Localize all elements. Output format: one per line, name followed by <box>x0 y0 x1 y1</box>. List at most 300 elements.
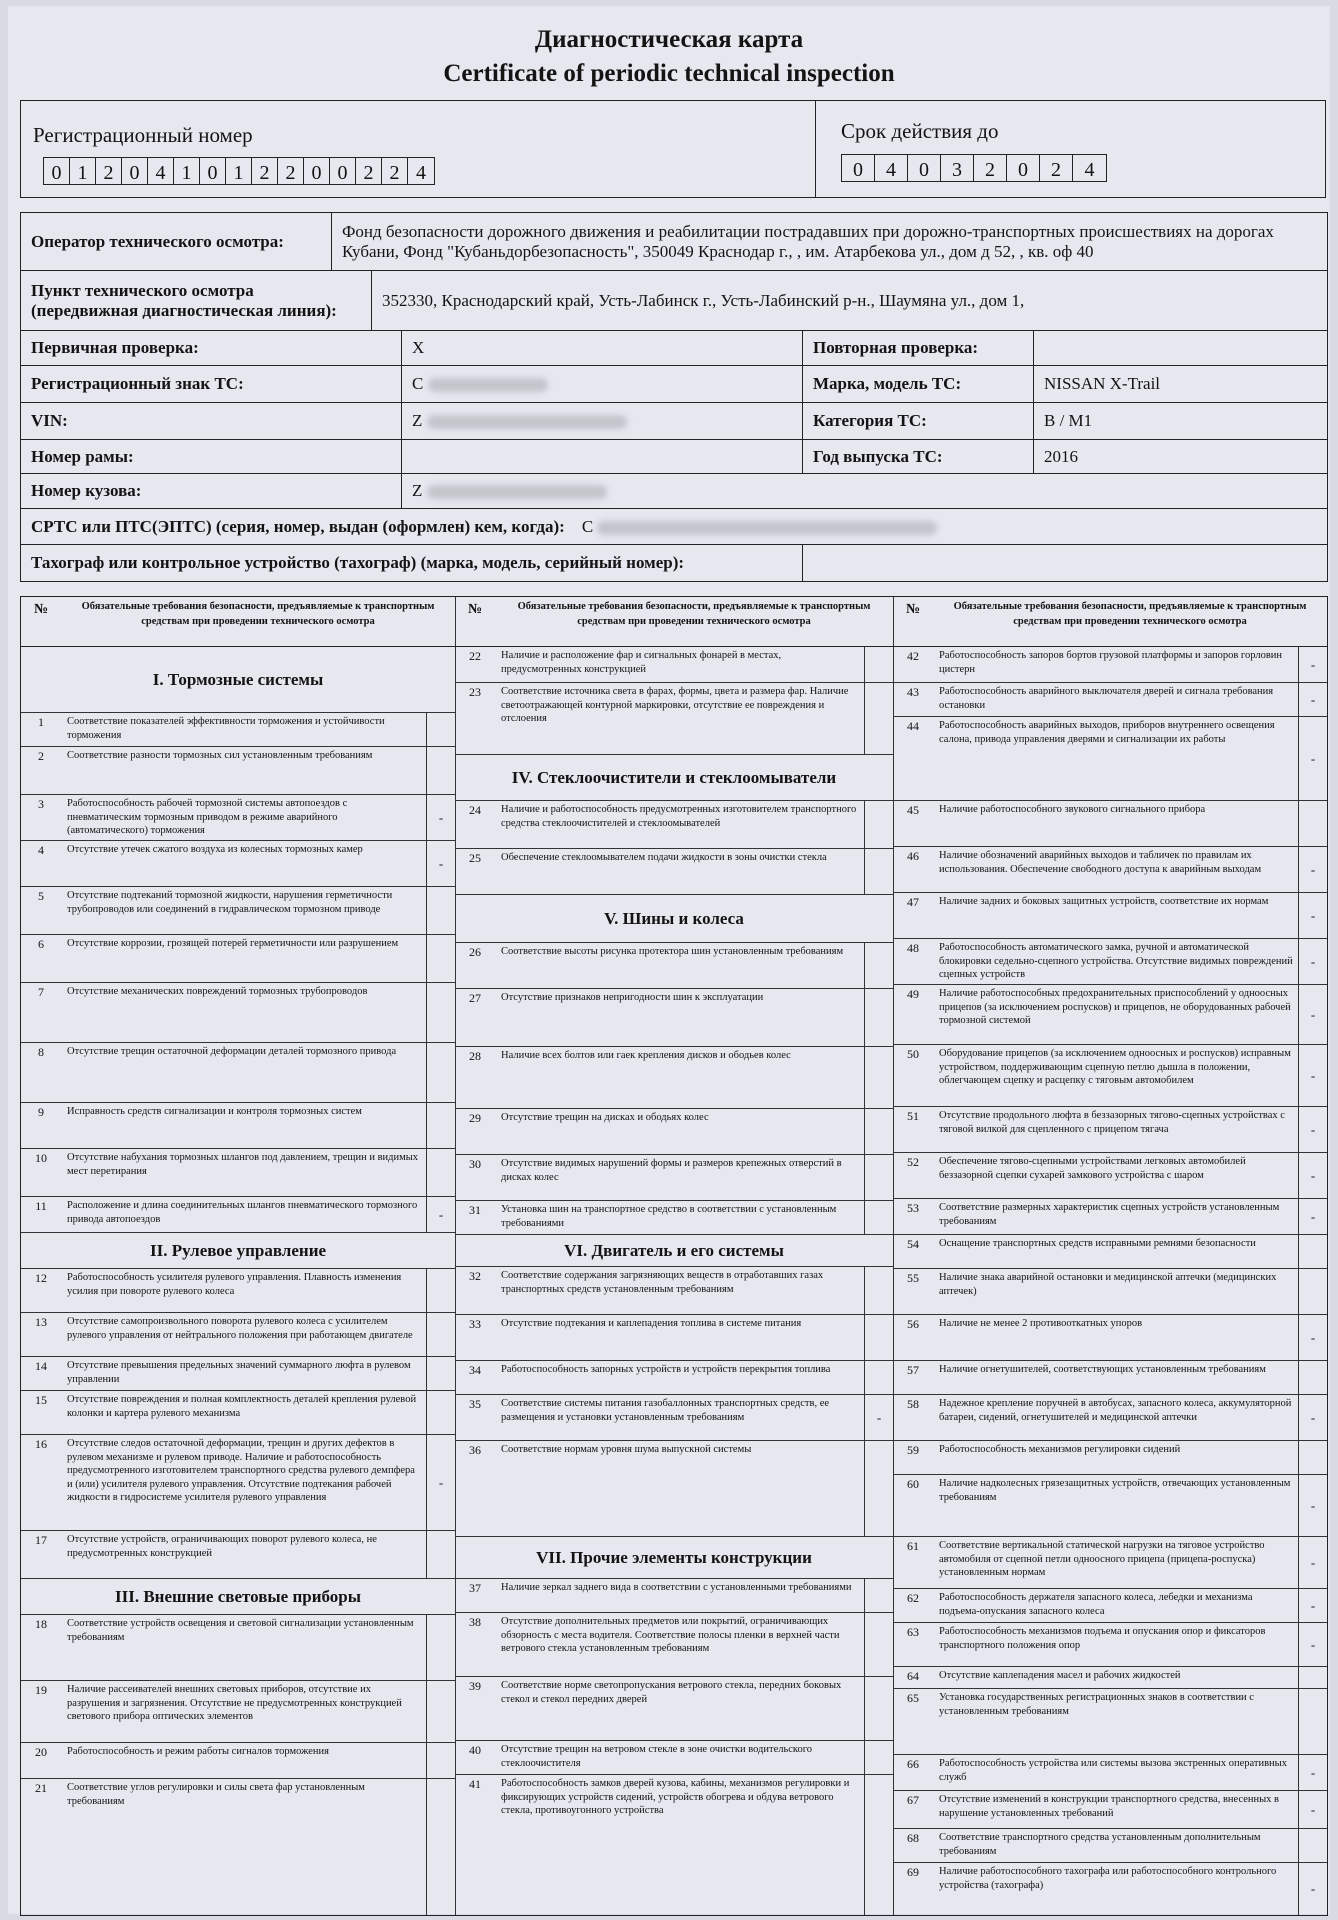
requirement-row <box>893 939 1327 985</box>
category-label: Категория ТС: <box>803 403 1034 440</box>
requirement-row <box>21 935 455 983</box>
item-number: 34 <box>469 1363 481 1377</box>
item-mark <box>864 1155 893 1200</box>
item-mark <box>1298 1269 1327 1314</box>
exp-digit: 2 <box>974 155 1007 181</box>
requirement-row <box>21 1435 455 1531</box>
column-header <box>21 597 455 647</box>
item-text: Соответствие размерных характеристик сцепных устройств установленным требованиям <box>939 1202 1280 1227</box>
requirement-row <box>455 1047 893 1109</box>
item-mark: - <box>1298 1623 1327 1666</box>
item-number: 41 <box>469 1777 481 1791</box>
requirement-row <box>893 717 1327 801</box>
item-text: Наличие и расположение фар и сигнальных фонарей в местах, предусмотренных конструкцией <box>501 650 782 675</box>
item-mark <box>864 801 893 848</box>
item-text: Отсутствие видимых нарушений формы и размеров крепежных отверстий в дисках колес <box>501 1158 842 1183</box>
repeat-check-value <box>1034 331 1328 366</box>
reg-digit: 2 <box>252 158 278 184</box>
item-mark <box>426 887 455 934</box>
requirement-row <box>455 943 893 989</box>
item-number: 52 <box>907 1155 919 1169</box>
item-text: Установка шин на транспортное средство в соответствии с установленным требованиями <box>501 1204 837 1229</box>
item-number: 60 <box>907 1477 919 1491</box>
operator-label: Оператор технического осмотра: <box>21 213 332 271</box>
item-mark: - <box>864 1395 893 1440</box>
item-number: 51 <box>907 1109 919 1123</box>
item-number: 20 <box>35 1745 47 1759</box>
header-req: Обязательные требования безопасности, предъявляемые к транспортным средствам при проведении технического осмотра <box>81 601 435 627</box>
item-number: 64 <box>907 1669 919 1683</box>
item-number: 5 <box>38 889 44 903</box>
item-mark: - <box>1298 1153 1327 1198</box>
requirement-row <box>893 1689 1327 1755</box>
item-number: 35 <box>469 1397 481 1411</box>
item-number: 49 <box>907 987 919 1001</box>
requirement-row <box>21 1269 455 1313</box>
requirement-row <box>455 1579 893 1613</box>
year-value: 2016 <box>1034 440 1328 474</box>
item-number: 69 <box>907 1865 919 1879</box>
item-number: 11 <box>35 1199 47 1213</box>
item-text: Отсутствие утечек сжатого воздуха из колесных тормозных камер <box>67 844 363 855</box>
item-mark: - <box>1298 1863 1327 1915</box>
item-text: Наличие не менее 2 противооткатных упоров <box>939 1318 1143 1329</box>
item-number: 37 <box>469 1581 481 1595</box>
item-mark <box>864 943 893 988</box>
item-text: Соответствие углов регулировки и силы света фар установленным требованиям <box>67 1782 365 1807</box>
requirement-row <box>21 1531 455 1579</box>
primary-check-value: X <box>402 331 803 366</box>
requirement-row <box>893 1791 1327 1829</box>
operator-value: Фонд безопасности дорожного движения и реабилитации пострадавших при дорожно-транспортных происшествиях на дорогах Кубани, Фонд "Кубаньдорбезопасность", 350049 Краснодар г., , им. Атарбекова ул., дом д 52, , кв. оф 40 <box>332 213 1328 271</box>
item-mark: - <box>1298 1475 1327 1536</box>
item-text: Исправность средств сигнализации и контроля тормозных систем <box>67 1106 362 1117</box>
item-mark <box>864 1441 893 1536</box>
item-mark <box>1298 801 1327 846</box>
item-mark: - <box>1298 1107 1327 1152</box>
item-mark <box>864 989 893 1046</box>
exp-digit: 4 <box>875 155 908 181</box>
requirement-row <box>893 1395 1327 1441</box>
requirement-row <box>455 647 893 683</box>
srts-value: С <box>581 516 594 536</box>
item-number: 54 <box>907 1237 919 1251</box>
item-mark <box>864 647 893 682</box>
requirement-row <box>21 1043 455 1103</box>
point-value: 352330, Краснодарский край, Усть-Лабинск г., Усть-Лабинский р-н., Шаумяна ул., дом 1, <box>372 271 1328 331</box>
requirement-row <box>893 1755 1327 1791</box>
item-text: Оборудование прицепов (за исключением одноосных и роспусков) исправным устройством, поддерживающим сцепную петлю дышла в положении, облегчающем сцепку и расцепку с тяговым автомобилем <box>939 1048 1291 1086</box>
item-number: 46 <box>907 849 919 863</box>
item-text: Работоспособность запоров бортов грузовой платформы и запоров горловин цистерн <box>939 650 1283 675</box>
column-header <box>893 597 1327 647</box>
item-number: 32 <box>469 1269 481 1283</box>
item-text: Отсутствие продольного люфта в беззазорных тягово-сцепных устройствах с тяговой вилкой для сцепленного с прицепом тягача <box>939 1110 1285 1135</box>
item-text: Наличие зеркал заднего вида в соответствии с установленными требованиями <box>501 1582 852 1593</box>
item-number: 29 <box>469 1111 481 1125</box>
tacho-label: Тахограф или контрольное устройство (тахограф) (марка, модель, серийный номер): <box>21 545 803 582</box>
section-title: I. Тормозные системы <box>21 647 455 713</box>
item-text: Наличие знака аварийной остановки и медицинской аптечки (медицинских аптечек) <box>939 1272 1277 1297</box>
item-mark <box>864 1315 893 1360</box>
requirement-row <box>21 1357 455 1391</box>
plate-label: Регистрационный знак ТС: <box>21 366 402 403</box>
section-title: VI. Двигатель и его системы <box>455 1235 893 1267</box>
item-mark: - <box>1298 683 1327 716</box>
item-number: 47 <box>907 895 919 909</box>
item-text: Работоспособность и режим работы сигналов торможения <box>67 1746 329 1757</box>
item-mark <box>864 1579 893 1612</box>
item-number: 31 <box>469 1203 481 1217</box>
item-number: 30 <box>469 1157 481 1171</box>
exp-digit: 0 <box>1007 155 1040 181</box>
item-text: Соответствие системы питания газобаллонных транспортных средств, ее размещения и установки установленным требованиям <box>501 1398 830 1423</box>
item-text: Отсутствие каплепадения масел и рабочих жидкостей <box>939 1670 1181 1681</box>
item-mark <box>864 1613 893 1676</box>
requirement-row <box>893 801 1327 847</box>
requirement-row <box>455 1361 893 1395</box>
section-title: V. Шины и колеса <box>455 895 893 943</box>
item-text: Отсутствие механических повреждений тормозных трубопроводов <box>67 986 368 997</box>
item-mark <box>426 935 455 982</box>
requirement-row <box>455 1155 893 1201</box>
requirement-row <box>893 985 1327 1045</box>
item-text: Соответствие нормам уровня шума выпускной системы <box>501 1444 752 1455</box>
item-number: 62 <box>907 1591 919 1605</box>
item-text: Соответствие устройств освещения и световой сигнализации установленным требованиям <box>67 1618 414 1643</box>
item-text: Работоспособность держателя запасного колеса, лебедки и механизма подъема-опускания запасного колеса <box>939 1592 1253 1617</box>
requirement-row <box>21 1779 455 1915</box>
requirement-row <box>893 1829 1327 1863</box>
item-number: 67 <box>907 1793 919 1807</box>
reg-digit: 2 <box>382 158 408 184</box>
expiry-label: Срок действия до <box>841 119 999 143</box>
item-mark: - <box>1298 1045 1327 1106</box>
header-num: № <box>33 602 49 617</box>
item-text: Надежное крепление поручней в автобусах, запасного колеса, аккумуляторной батареи, сидений, огнетушителей и медицинской аптечки <box>939 1398 1292 1423</box>
item-number: 23 <box>469 685 481 699</box>
reg-digit: 1 <box>226 158 252 184</box>
requirement-row <box>893 893 1327 939</box>
item-number: 63 <box>907 1625 919 1639</box>
requirement-row <box>893 647 1327 683</box>
item-number: 6 <box>38 937 44 951</box>
redacted-mark <box>427 415 627 429</box>
reg-digit: 1 <box>174 158 200 184</box>
requirement-row <box>21 1313 455 1357</box>
item-mark: - <box>1298 1537 1327 1588</box>
item-text: Соответствие вертикальной статической нагрузки на тяговое устройство автомобиля от сцепной петли одноосного прицепа (прицепа-роспуска) установленным нормам <box>939 1540 1265 1578</box>
make-value: NISSAN X-Trail <box>1034 366 1328 403</box>
item-mark <box>426 1357 455 1390</box>
item-mark <box>426 1531 455 1578</box>
section-title: III. Внешние световые приборы <box>21 1579 455 1615</box>
requirement-row <box>455 1201 893 1235</box>
redacted-mark <box>427 485 607 499</box>
item-number: 61 <box>907 1539 919 1553</box>
category-value: B / M1 <box>1034 403 1328 440</box>
item-text: Работоспособность механизмов подъема и опускания опор и фиксаторов транспортного положения опор <box>939 1626 1266 1651</box>
item-number: 18 <box>35 1617 47 1631</box>
item-mark <box>864 1109 893 1154</box>
item-number: 58 <box>907 1397 919 1411</box>
item-number: 66 <box>907 1757 919 1771</box>
frame-label: Номер рамы: <box>21 440 402 474</box>
item-number: 27 <box>469 991 481 1005</box>
item-number: 55 <box>907 1271 919 1285</box>
requirement-row <box>21 795 455 841</box>
header-num: № <box>905 602 921 617</box>
item-mark <box>864 849 893 894</box>
item-number: 10 <box>35 1151 47 1165</box>
item-mark: - <box>426 841 455 886</box>
item-number: 17 <box>35 1533 47 1547</box>
item-number: 14 <box>35 1359 47 1373</box>
registration-box <box>20 100 1326 198</box>
item-mark: - <box>1298 893 1327 938</box>
operator-table <box>20 212 1328 271</box>
item-mark: - <box>1298 1589 1327 1622</box>
item-mark <box>426 1313 455 1356</box>
requirement-row <box>893 1315 1327 1361</box>
reg-digit: 4 <box>148 158 174 184</box>
item-mark <box>426 713 455 746</box>
item-text: Наличие обозначений аварийных выходов и табличек по правилам их использования. Обеспечение свободного доступа к аварийным выходам <box>939 850 1262 875</box>
title-english: Certificate of periodic technical inspection <box>443 60 895 87</box>
body-label: Номер кузова: <box>21 474 402 509</box>
item-text: Работоспособность усилителя рулевого управления. Плавность изменения усилия при повороте рулевого колеса <box>67 1272 402 1297</box>
requirement-row <box>893 1045 1327 1107</box>
srts-cell <box>21 509 1328 545</box>
requirement-row <box>455 1267 893 1315</box>
item-text: Отсутствие подтеканий тормозной жидкости, нарушения герметичности трубопроводов или соединений в гидравлическом тормозном приводе <box>67 890 393 915</box>
item-text: Наличие работоспособного тахографа или работоспособного контрольного устройства (тахографа) <box>939 1866 1277 1891</box>
item-text: Работоспособность аварийного выключателя дверей и сигнала требования остановки <box>939 686 1274 711</box>
requirement-row <box>21 983 455 1043</box>
requirement-row <box>455 1395 893 1441</box>
item-number: 42 <box>907 649 919 663</box>
item-mark <box>864 1361 893 1394</box>
item-number: 24 <box>469 803 481 817</box>
item-mark: - <box>1298 717 1327 800</box>
reg-digit: 0 <box>330 158 356 184</box>
item-text: Отсутствие самопроизвольного поворота рулевого колеса с усилителем рулевого управления от нейтрального положения при работающем двигателе <box>67 1316 413 1341</box>
requirement-row <box>893 1361 1327 1395</box>
requirement-row <box>455 1677 893 1741</box>
section-title: IV. Стеклоочистители и стеклоомыватели <box>455 755 893 801</box>
item-text: Соответствие показателей эффективности торможения и устойчивости торможения <box>67 716 385 741</box>
vin-label: VIN: <box>21 403 402 440</box>
requirement-row <box>455 989 893 1047</box>
inspection-certificate <box>8 6 1330 1914</box>
item-mark <box>426 1615 455 1680</box>
item-number: 1 <box>38 715 44 729</box>
requirement-row <box>893 1475 1327 1537</box>
item-text: Отсутствие устройств, ограничивающих поворот рулевого колеса, не предусмотренных конструкцией <box>67 1534 377 1559</box>
requirement-row <box>455 1775 893 1915</box>
requirement-row <box>21 713 455 747</box>
item-text: Соответствие источника света в фарах, формы, цвета и размера фар. Наличие светоотражающей контурной маркировки, отсутствие ее повреждения и отслоения <box>501 686 849 724</box>
item-number: 22 <box>469 649 481 663</box>
exp-digit: 0 <box>908 155 941 181</box>
srts-label: СРТС или ПТС(ЭПТС) (серия, номер, выдан (оформлен) кем, когда): <box>31 516 565 536</box>
item-number: 7 <box>38 985 44 999</box>
make-label: Марка, модель ТС: <box>803 366 1034 403</box>
item-text: Наличие и работоспособность предусмотренных изготовителем транспортного средства стеклоочистителей и стеклоомывателей <box>501 804 857 829</box>
item-text: Установка государственных регистрационных знаков в соответствии с установленным требованиям <box>939 1692 1254 1717</box>
item-text: Работоспособность автоматического замка, ручной и автоматической блокировки седельно-сцепного устройства. Отсутствие видимых повреждений сцепных устройств <box>939 942 1293 980</box>
primary-check-label: Первичная проверка: <box>21 331 402 366</box>
requirement-row <box>21 1197 455 1233</box>
item-mark <box>426 1391 455 1434</box>
item-text: Соответствие содержания загрязняющих веществ в отработавших газах транспортных средств установленным требованиям <box>501 1270 824 1295</box>
point-table <box>20 270 1328 331</box>
item-text: Отсутствие признаков непригодности шин к эксплуатации <box>501 992 764 1003</box>
redacted-mark <box>428 378 548 392</box>
item-mark <box>864 1775 893 1915</box>
item-number: 33 <box>469 1317 481 1331</box>
item-mark: - <box>1298 985 1327 1044</box>
item-number: 2 <box>38 749 44 763</box>
column-header <box>455 597 893 647</box>
requirement-row <box>893 1199 1327 1235</box>
vin-cell <box>402 403 803 440</box>
item-number: 16 <box>35 1437 47 1451</box>
item-number: 68 <box>907 1831 919 1845</box>
item-number: 36 <box>469 1443 481 1457</box>
reg-digit: 2 <box>356 158 382 184</box>
repeat-check-label: Повторная проверка: <box>803 331 1034 366</box>
item-mark <box>864 1677 893 1740</box>
item-mark: - <box>426 1197 455 1232</box>
requirement-row <box>21 887 455 935</box>
item-number: 21 <box>35 1781 47 1795</box>
requirement-row <box>455 801 893 849</box>
item-mark <box>864 1047 893 1108</box>
requirement-row <box>21 841 455 887</box>
title-russian: Диагностическая карта <box>534 26 804 53</box>
requirement-row <box>893 1667 1327 1689</box>
requirement-row <box>455 683 893 755</box>
item-mark: - <box>1298 1315 1327 1360</box>
item-mark <box>426 983 455 1042</box>
item-number: 39 <box>469 1679 481 1693</box>
item-text: Обеспечение стеклоомывателем подачи жидкости в зоны очистки стекла <box>501 852 827 863</box>
reg-digit: 0 <box>122 158 148 184</box>
item-number: 4 <box>38 843 44 857</box>
item-number: 9 <box>38 1105 44 1119</box>
item-text: Работоспособность аварийных выходов, приборов внутреннего освещения салона, привода управления дверями и сигнализации их работы <box>939 720 1275 745</box>
requirement-row <box>455 849 893 895</box>
item-text: Наличие задних и боковых защитных устройств, соответствие их нормам <box>939 896 1269 907</box>
vehicle-table <box>20 330 1328 582</box>
requirement-row <box>893 1107 1327 1153</box>
vin-value: Z <box>412 411 423 430</box>
item-mark <box>426 1149 455 1196</box>
item-text: Соответствие высоты рисунка протектора шин установленным требованиям <box>501 946 844 957</box>
item-number: 38 <box>469 1615 481 1629</box>
item-number: 59 <box>907 1443 919 1457</box>
requirement-row <box>893 1235 1327 1269</box>
item-number: 15 <box>35 1393 47 1407</box>
body-value: Z <box>412 481 423 500</box>
body-cell <box>402 474 1328 509</box>
section-title: II. Рулевое управление <box>21 1233 455 1269</box>
item-number: 40 <box>469 1743 481 1757</box>
item-text: Соответствие разности тормозных сил установленным требованиям <box>67 750 373 761</box>
requirement-row <box>893 1441 1327 1475</box>
item-mark: - <box>426 795 455 840</box>
item-number: 8 <box>38 1045 44 1059</box>
reg-digit: 2 <box>278 158 304 184</box>
item-text: Отсутствие подтекания и каплепадения топлива в системе питания <box>501 1318 802 1329</box>
requirement-row <box>455 1741 893 1775</box>
item-mark <box>1298 1829 1327 1862</box>
frame-value <box>402 440 803 474</box>
requirements-grid <box>20 596 1328 1916</box>
reg-digit: 4 <box>416 162 426 184</box>
header-req: Обязательные требования безопасности, предъявляемые к транспортным средствам при проведении технического осмотра <box>953 601 1307 627</box>
requirement-row <box>893 683 1327 717</box>
tacho-value <box>803 545 1328 582</box>
item-text: Отсутствие повреждения и полная комплектность деталей крепления рулевой колонки и картера рулевого механизма <box>67 1394 417 1419</box>
item-mark <box>1298 1689 1327 1754</box>
item-text: Наличие надколесных грязезащитных устройств, отвечающих установленным требованиям <box>939 1478 1291 1503</box>
item-text: Отсутствие коррозии, грозящей потерей герметичности или разрушением <box>67 938 399 949</box>
requirement-row <box>893 1153 1327 1199</box>
item-number: 28 <box>469 1049 481 1063</box>
item-text: Наличие огнетушителей, соответствующих установленным требованиям <box>939 1364 1266 1375</box>
point-label: Пункт технического осмотра (передвижная диагностическая линия): <box>21 271 372 331</box>
item-mark <box>1298 1667 1327 1688</box>
redacted-mark <box>597 521 937 535</box>
plate-value: С <box>412 374 424 393</box>
item-text: Соответствие норме светопропускания ветрового стекла, передних боковых стекол и стекол передних дверей <box>501 1680 842 1705</box>
item-number: 3 <box>38 797 44 811</box>
item-number: 56 <box>907 1317 919 1331</box>
item-text: Отсутствие дополнительных предметов или покрытий, ограничивающих обзорность с места водителя. Соответствие полосы пленки в верхней части ветрового стекла установленным требованиям <box>501 1616 840 1654</box>
reg-digit: 0 <box>44 158 70 184</box>
item-text: Отсутствие набухания тормозных шлангов под давлением, трещин и видимых мест перетирания <box>67 1152 419 1177</box>
header-num: № <box>467 602 483 617</box>
requirement-row <box>893 1623 1327 1667</box>
reg-digit: 1 <box>70 158 96 184</box>
item-mark: - <box>1298 847 1327 892</box>
item-text: Наличие всех болтов или гаек крепления дисков и ободьев колес <box>501 1050 791 1061</box>
requirement-row <box>21 1103 455 1149</box>
requirement-row <box>21 1391 455 1435</box>
item-number: 53 <box>907 1201 919 1215</box>
item-mark <box>864 1201 893 1234</box>
item-text: Обеспечение тягово-сцепными устройствами легковых автомобилей беззазорной сцепки сухарей замкового устройства с шаром <box>939 1156 1246 1181</box>
item-text: Оснащение транспортных средств исправными ремнями безопасности <box>939 1238 1256 1249</box>
item-mark: - <box>1298 647 1327 682</box>
item-number: 25 <box>469 851 481 865</box>
item-number: 12 <box>35 1271 47 1285</box>
item-text: Работоспособность замков дверей кузова, кабины, механизмов регулировки и фиксирующих устройств сидений, устройств обогрева и обдува ветрового стекла, противоугонного устройства <box>501 1778 850 1816</box>
item-text: Работоспособность запорных устройств и устройств перекрытия топлива <box>501 1364 831 1375</box>
item-number: 48 <box>907 941 919 955</box>
item-text: Работоспособность устройства или системы вызова экстренных оперативных служб <box>939 1758 1287 1783</box>
exp-digit: 0 <box>842 155 875 181</box>
year-label: Год выпуска ТС: <box>803 440 1034 474</box>
item-text: Соответствие транспортного средства установленным дополнительным требованиям <box>939 1832 1261 1857</box>
requirement-row <box>455 1613 893 1677</box>
item-text: Расположение и длина соединительных шлангов пневматического тормозного привода автопоездов <box>67 1200 418 1225</box>
exp-digit: 4 <box>1084 159 1095 181</box>
section-title: VII. Прочие элементы конструкции <box>455 1537 893 1579</box>
item-mark: - <box>1298 1199 1327 1234</box>
